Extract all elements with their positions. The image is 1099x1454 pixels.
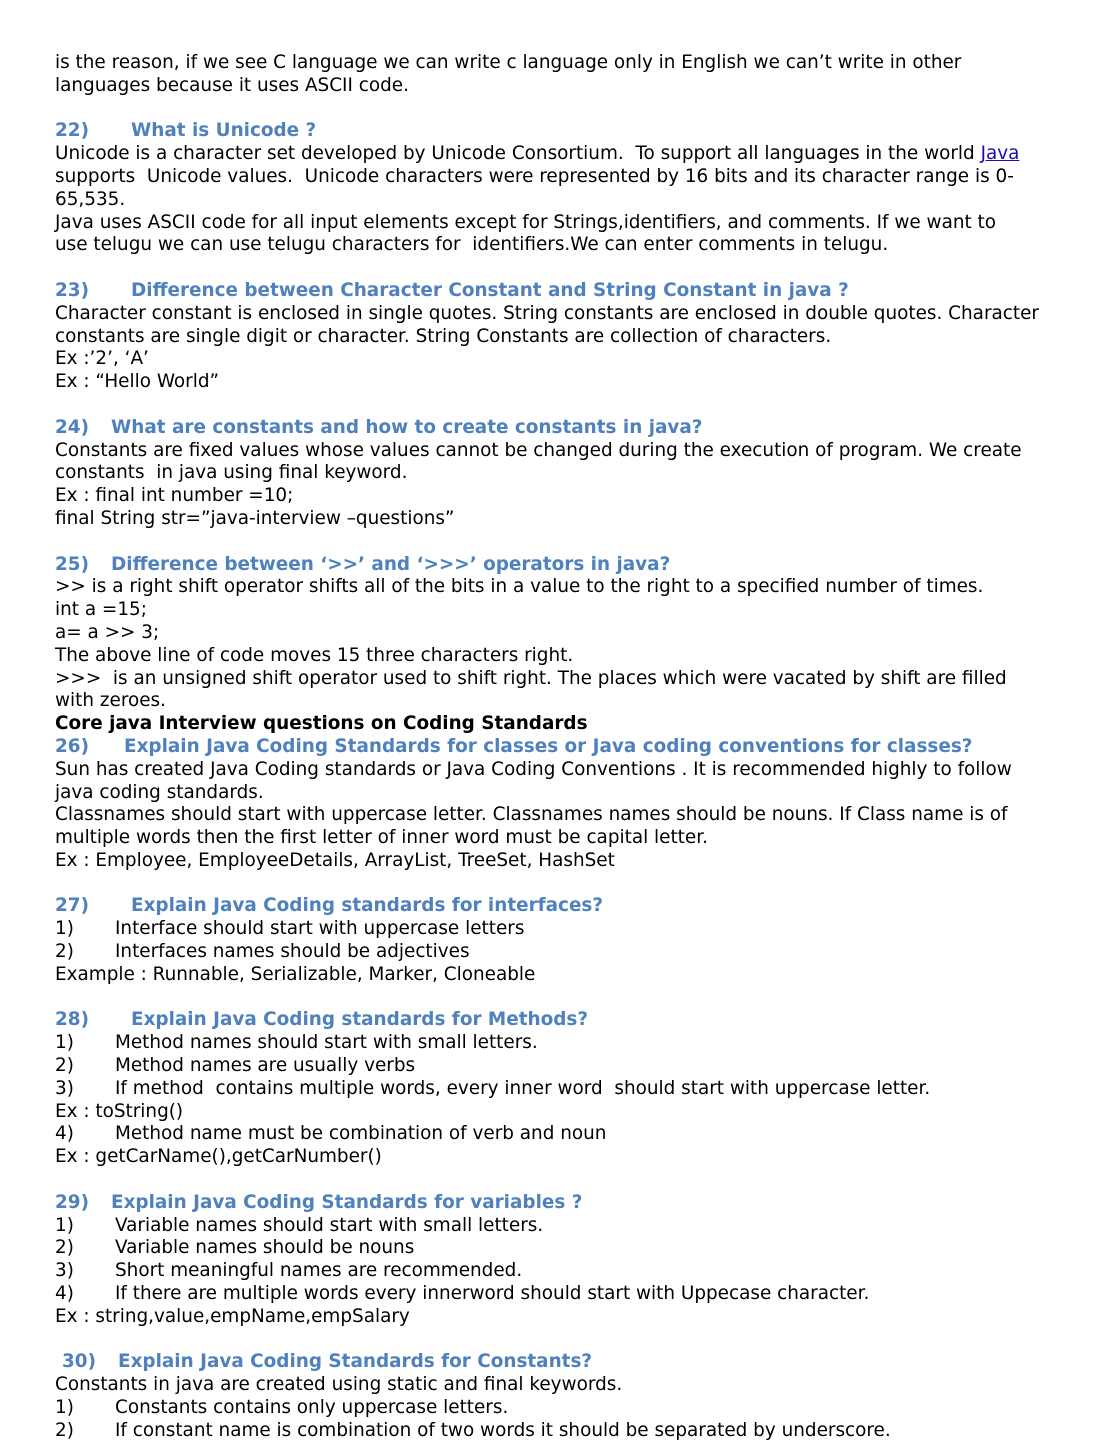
list-item: 2) Interfaces names should be adjectives bbox=[55, 941, 470, 963]
list-item: 2) If constant name is combination of two words it should be separated by underscore. bbox=[55, 1419, 891, 1441]
answer-line: Constants in java are created using static and final keywords. bbox=[55, 1374, 623, 1396]
list-item: 4) Method name must be combination of verb and noun bbox=[55, 1123, 607, 1145]
answer-line: Ex : Employee, EmployeeDetails, ArrayList, TreeSet, HashSet bbox=[55, 849, 615, 871]
question-heading-28: 28) Explain Java Coding standards for Methods? bbox=[55, 1009, 588, 1031]
java-link[interactable]: Java bbox=[980, 143, 1020, 165]
answer-line: Ex : getCarName(),getCarNumber() bbox=[55, 1146, 382, 1168]
list-item: 3) Short meaningful names are recommended. bbox=[55, 1260, 523, 1282]
answer-line: The above line of code moves 15 three characters right. bbox=[55, 644, 574, 666]
answer-line: Classnames should start with uppercase letter. Classnames names should be nouns. If Class name is of bbox=[55, 804, 1008, 826]
answer-line: supports Unicode values. Unicode characters were represented by 16 bits and its character range is 0- bbox=[55, 165, 1014, 187]
question-heading-30: 30) Explain Java Coding Standards for Constants? bbox=[62, 1351, 593, 1373]
answer-line: >>> is an unsigned shift operator used to shift right. The places which were vacated by shift are filled bbox=[55, 667, 1007, 689]
list-item: 1) Method names should start with small letters. bbox=[55, 1032, 538, 1054]
answer-line: constants in java using final keyword. bbox=[55, 462, 408, 484]
answer-line: use telugu we can use telugu characters for identifiers.We can enter comments in telugu. bbox=[55, 234, 889, 256]
question-heading-22: 22) What is Unicode ? bbox=[55, 120, 317, 142]
answer-line: a= a >> 3; bbox=[55, 621, 160, 643]
list-item: 3) If method contains multiple words, every inner word should start with uppercase letter. bbox=[55, 1077, 931, 1099]
list-item: 1) Constants contains only uppercase letters. bbox=[55, 1397, 509, 1419]
question-heading-27: 27) Explain Java Coding standards for interfaces? bbox=[55, 895, 604, 917]
answer-line: 65,535. bbox=[55, 188, 126, 210]
intro-line: languages because it uses ASCII code. bbox=[55, 74, 409, 96]
question-heading-24: 24) What are constants and how to create constants in java? bbox=[55, 416, 703, 438]
question-heading-26: 26) Explain Java Coding Standards for classes or Java coding conventions for classes? bbox=[55, 735, 973, 757]
answer-line: constants are single digit or character. String Constants are collection of characters. bbox=[55, 325, 832, 347]
answer-line: java coding standards. bbox=[55, 781, 264, 803]
answer-line: with zeroes. bbox=[55, 690, 166, 712]
answer-line: Ex : string,value,empName,empSalary bbox=[55, 1305, 410, 1327]
list-item: 1) Interface should start with uppercase letters bbox=[55, 918, 525, 940]
list-item: 2) Method names are usually verbs bbox=[55, 1055, 416, 1077]
section-heading: Core java Interview questions on Coding Standards bbox=[55, 713, 588, 735]
answer-line: Sun has created Java Coding standards or Java Coding Conventions . It is recommended highly to follow bbox=[55, 758, 1012, 780]
question-heading-25: 25) Difference between ‘>>’ and ‘>>>’ operators in java? bbox=[55, 553, 671, 575]
answer-line: Character constant is enclosed in single quotes. String constants are enclosed in double quotes. Character bbox=[55, 302, 1039, 324]
answer-line: Ex : toString() bbox=[55, 1100, 184, 1122]
list-item: 1) Variable names should start with small letters. bbox=[55, 1214, 544, 1236]
answer-line: Java uses ASCII code for all input elements except for Strings,identifiers, and comments. If we want to bbox=[55, 211, 997, 233]
list-item: 2) Variable names should be nouns bbox=[55, 1237, 415, 1259]
answer-line: Unicode is a character set developed by Unicode Consortium. To support all languages in the world Java bbox=[55, 143, 1020, 165]
answer-line: Constants are fixed values whose values cannot be changed during the execution of program. We create bbox=[55, 439, 1022, 461]
answer-line: >> is a right shift operator shifts all of the bits in a value to the right to a specified number of times. bbox=[55, 576, 984, 598]
answer-line: Ex :’2’, ‘A’ bbox=[55, 348, 149, 370]
answer-line: Example : Runnable, Serializable, Marker, Cloneable bbox=[55, 963, 536, 985]
answer-line: Ex : final int number =10; bbox=[55, 485, 294, 507]
answer-line: int a =15; bbox=[55, 599, 147, 621]
answer-line: Ex : “Hello World” bbox=[55, 371, 220, 393]
intro-line: is the reason, if we see C language we can write c language only in English we can’t write in other bbox=[55, 52, 962, 73]
answer-line: multiple words then the first letter of inner word must be capital letter. bbox=[55, 827, 708, 849]
question-heading-29: 29) Explain Java Coding Standards for variables ? bbox=[55, 1191, 583, 1213]
list-item: 4) If there are multiple words every innerword should start with Uppecase character. bbox=[55, 1283, 870, 1305]
answer-line: final String str=”java-interview –questions” bbox=[55, 507, 455, 529]
question-heading-23: 23) Difference between Character Constant and String Constant in java ? bbox=[55, 279, 849, 301]
